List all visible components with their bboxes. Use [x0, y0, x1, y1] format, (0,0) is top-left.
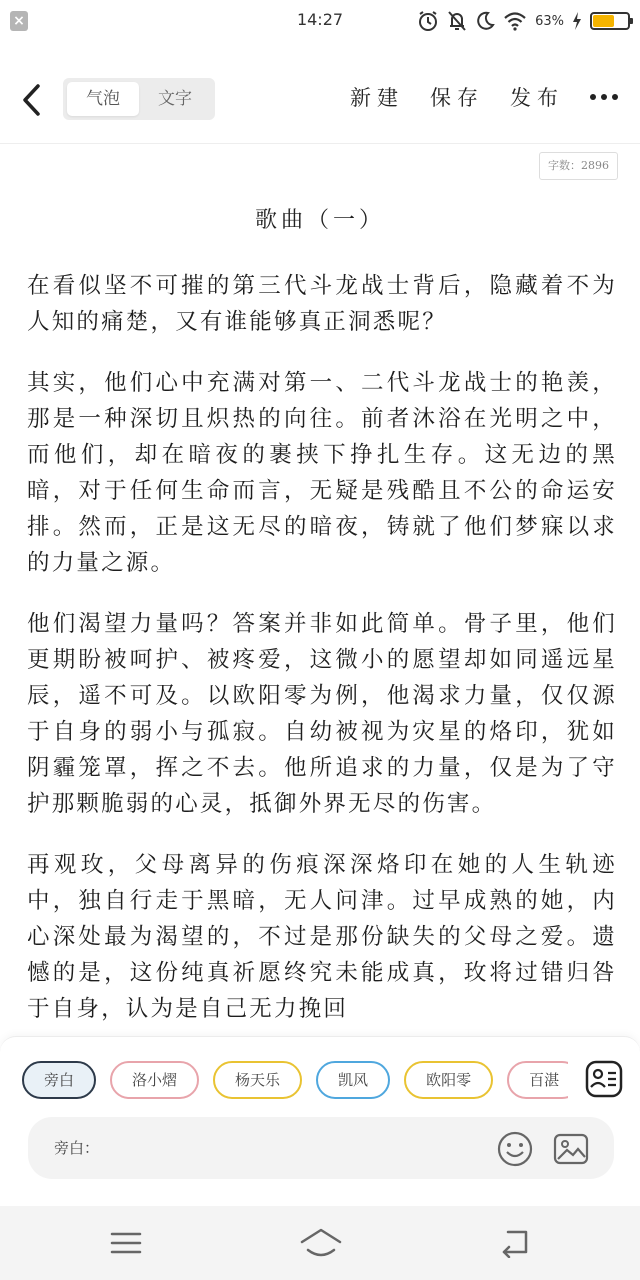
document-title[interactable]: 歌曲（一）	[254, 208, 385, 233]
paragraph: 他们渴望力量吗？答案并非如此简单。骨子里，他们更期盼被呵护、被疼爱，这微小的愿望却如同遥远星辰，遥不可及。以欧阳零为例，他渴求力量，仅仅源于自身的弱小与孤寂。自幼被视为灾星的烙印，犹如阴霾笼罩，挥之不去。他所追求的力量，仅是为了守护那颗脆弱的心灵，抵御外界无尽的伤害。	[27, 611, 617, 817]
role-chip-list[interactable]	[22, 1061, 568, 1101]
back-icon[interactable]	[16, 80, 50, 120]
document-body[interactable]	[27, 268, 617, 1036]
mute-icon	[447, 10, 467, 32]
more-icon[interactable]	[590, 94, 618, 100]
battery-icon	[590, 12, 630, 30]
paragraph: 其实，他们心中充满对第一、二代斗龙战士的艳羡，那是一种深切且炽热的向往。前者沐浴在光明之中，而他们，却在暗夜的裹挟下挣扎生存。这无边的黑暗，对于任何生命而言，无疑是残酷且不公的命运安排。然而，正是这无尽的暗夜，铸就了他们梦寐以求的力量之源。	[27, 370, 617, 576]
alarm-icon	[417, 10, 439, 32]
header-actions	[350, 82, 618, 112]
role-chip[interactable]: 欧阳零	[404, 1061, 493, 1099]
save-button[interactable]: 保存	[430, 86, 484, 110]
new-button[interactable]: 新建	[350, 86, 404, 110]
dialogue-panel	[0, 1036, 640, 1206]
status-time: 14:27	[296, 10, 344, 29]
role-chip[interactable]: 凯风	[316, 1061, 390, 1099]
role-list-icon[interactable]	[584, 1059, 624, 1099]
battery-percent: 63%	[535, 13, 564, 29]
speaker-label: 旁白：	[54, 1139, 100, 1157]
emoji-icon[interactable]	[496, 1130, 534, 1168]
header-divider	[0, 143, 640, 144]
mode-switch	[63, 78, 215, 120]
image-icon[interactable]	[552, 1130, 590, 1168]
dialogue-input[interactable]	[28, 1117, 614, 1179]
status-bar	[0, 0, 640, 44]
menu-icon[interactable]	[106, 1228, 146, 1258]
paragraph: 在看似坚不可摧的第三代斗龙战士背后，隐藏着不为人知的痛楚，又有谁能够真正洞悉呢？	[27, 273, 617, 335]
tab-bubble[interactable]: 气泡	[67, 82, 139, 116]
close-icon[interactable]: ×	[10, 11, 28, 31]
role-chip[interactable]: 百湛	[507, 1061, 568, 1099]
role-chip-narrator[interactable]: 旁白	[22, 1061, 96, 1099]
role-chip[interactable]: 洛小熠	[110, 1061, 199, 1099]
home-icon[interactable]	[298, 1224, 344, 1260]
role-chip[interactable]: 杨天乐	[213, 1061, 302, 1099]
battery-level	[593, 15, 614, 27]
editor-header	[0, 66, 640, 132]
wifi-icon	[503, 11, 527, 31]
back-nav-icon[interactable]	[496, 1226, 534, 1258]
system-nav-bar	[0, 1206, 640, 1280]
word-count-badge: 字数：2896	[539, 152, 618, 180]
status-icons	[417, 8, 630, 34]
publish-button[interactable]: 发布	[510, 86, 564, 110]
paragraph: 再观玫，父母离异的伤痕深深烙印在她的人生轨迹中，独自行走于黑暗，无人问津。过早成熟的她，内心深处最为渴望的，不过是那份缺失的父母之爱。遗憾的是，这份纯真祈愿终究未能成真，玫将过错归咎于自身，认为是自己无力挽回	[27, 852, 617, 1022]
charging-icon	[572, 12, 582, 30]
tab-text[interactable]: 文字	[158, 89, 192, 109]
moon-icon	[475, 10, 495, 32]
